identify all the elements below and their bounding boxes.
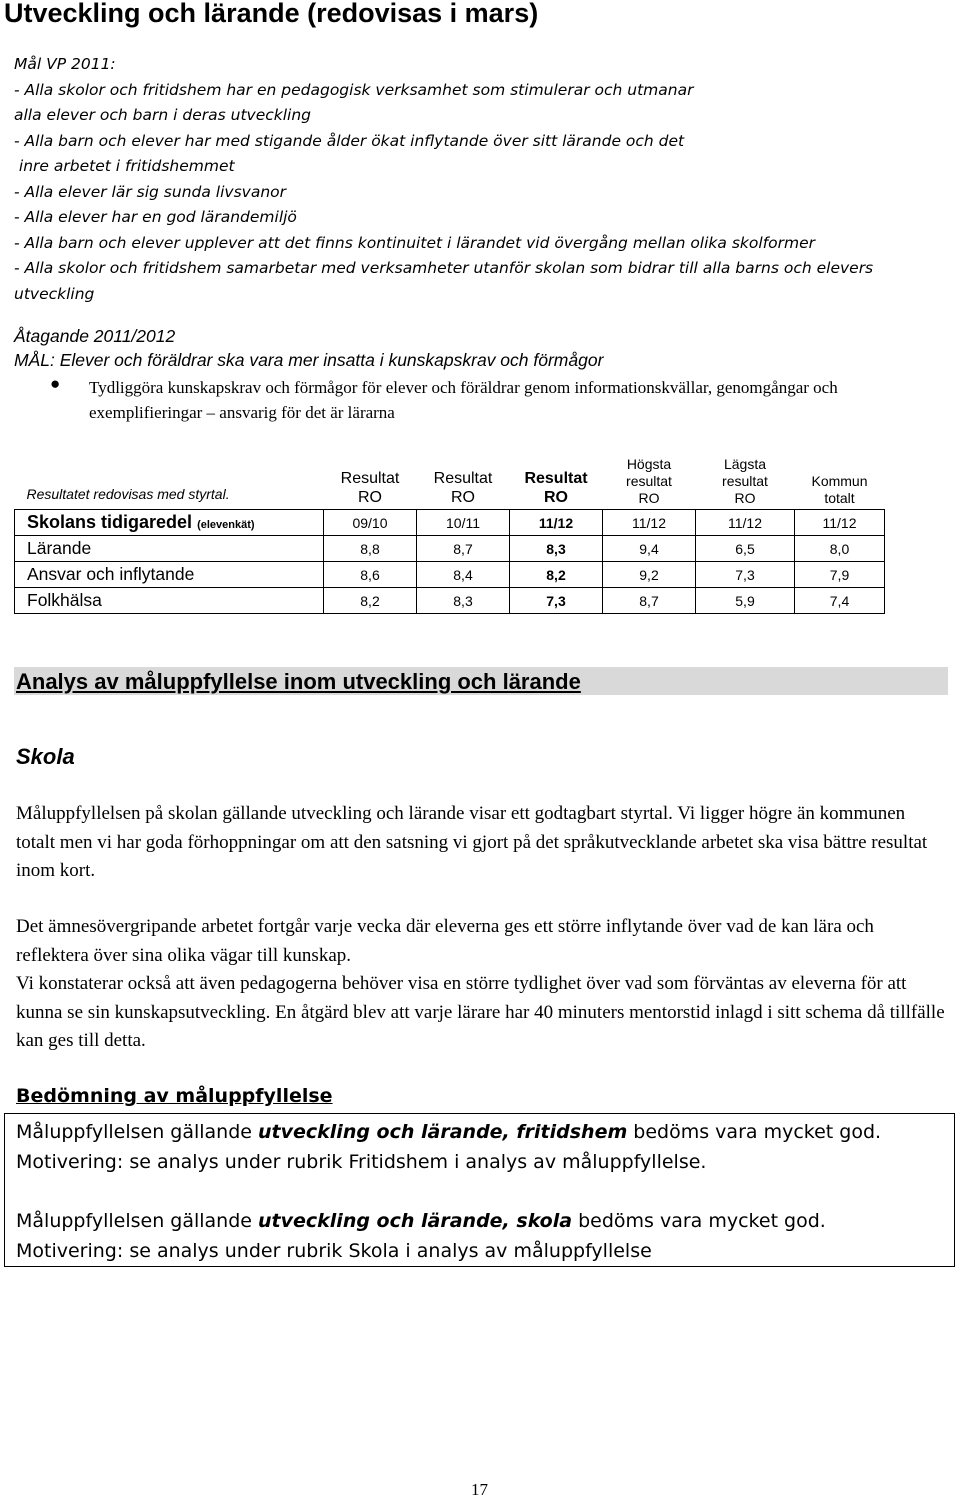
table-cell: 6,5	[696, 536, 795, 562]
assessment-title: Bedömning av måluppfyllelse	[16, 1085, 333, 1107]
table-cell: 8,2	[510, 562, 603, 588]
table-header-row	[15, 445, 885, 510]
goal-line: inre arbetet i fritidshemmet	[14, 157, 235, 175]
table-cell: 8,3	[510, 536, 603, 562]
table-cell: 7,3	[696, 562, 795, 588]
bullet-icon: ●	[50, 374, 61, 393]
analysis-paragraph: Måluppfyllelsen på skolan gällande utveckling och lärande visar ett godtagbart styrtal. Vi ligger högre än kommunen totalt men vi har goda förhoppningar om att den satsning vi gjort på det språkutvecklande arbetet ska visa bättre resultat inom kort.	[16, 803, 928, 881]
table-cell: 9,2	[603, 562, 696, 588]
page-number: 17	[471, 1480, 488, 1499]
goals-section	[14, 52, 949, 307]
goal-line: - Alla barn och elever upplever att det finns kontinuitet i lärandet vid övergång mellan olika skolformer	[14, 233, 815, 252]
table-row	[15, 536, 885, 562]
header-cell: Resultat RO	[510, 445, 603, 510]
header-cell: Resultat RO	[417, 445, 510, 510]
goal-line: utveckling	[14, 284, 95, 303]
results-note: Resultatet redovisas med styrtal.	[15, 445, 324, 510]
goal-line: - Alla barn och elever har med stigande ålder ökat inflytande över sitt lärande och det	[14, 131, 685, 150]
header-cell: Högsta resultat RO	[603, 445, 696, 510]
table-row	[15, 562, 885, 588]
table-cell: 7,4	[795, 588, 885, 614]
goal-line: - Alla elever lär sig sunda livsvanor	[14, 182, 286, 201]
table-row	[15, 588, 885, 614]
header-cell: Lägsta resultat RO	[696, 445, 795, 510]
table-cell: 8,7	[603, 588, 696, 614]
header-cell: Kommun totalt	[795, 445, 885, 510]
analysis-paragraph	[16, 913, 946, 1056]
goal-line: - Alla skolor och fritidshem samarbetar med verksamheter utanför skolan som bidrar till alla barns och elevers	[14, 259, 874, 277]
analysis-paragraph-part: Det ämnesövergripande arbetet fortgår varje vecka där eleverna ges ett större inflytande över vad de kan lära och reflektera över sina olika vägar till kunskap.	[16, 916, 874, 966]
row-label: Folkhälsa	[15, 588, 324, 614]
analysis-title: Analys av måluppfyllelse inom utveckling och lärande	[16, 669, 581, 694]
table-cell: 7,3	[510, 588, 603, 614]
table-cell: 7,9	[795, 562, 885, 588]
section-subtitle: Skola	[16, 744, 75, 769]
page-title: Utveckling och lärande (redovisas i mars)	[4, 0, 539, 28]
table-cell: 5,9	[696, 588, 795, 614]
table-cell: 8,4	[417, 562, 510, 588]
table-cell: 8,8	[324, 536, 417, 562]
table-cell: 8,7	[417, 536, 510, 562]
row-label: Lärande	[15, 536, 324, 562]
table-cell: 8,3	[417, 588, 510, 614]
table-cell: 11/12	[510, 510, 603, 536]
header-cell: Resultat RO	[324, 445, 417, 510]
goals-heading: Mål VP 2011:	[14, 55, 116, 73]
assessment-line: Måluppfyllelsen gällande utveckling och lärande, fritidshem bedöms vara mycket god.	[16, 1121, 882, 1143]
goal-line: - Alla skolor och fritidshem har en pedagogisk verksamhet som stimulerar och utmanar	[14, 80, 694, 99]
assessment-line: Motivering: se analys under rubrik Fritidshem i analys av måluppfyllelse.	[16, 1151, 707, 1173]
results-table	[14, 445, 885, 614]
table-cell: 8,6	[324, 562, 417, 588]
commitment-bullet-text: Tydliggöra kunskapskrav och förmågor för elever och föräldrar genom informationskvällar, genomgångar och exemplifieringar – ansvarig för det är lärarna	[89, 378, 838, 422]
table-cell: 11/12	[603, 510, 696, 536]
row-label: Ansvar och inflytande	[15, 562, 324, 588]
goal-line: alla elever och barn i deras utveckling	[14, 106, 312, 124]
commitment-goal: MÅL: Elever och föräldrar ska vara mer insatta i kunskapskrav och förmågor	[14, 350, 604, 370]
assessment-line: Motivering: se analys under rubrik Skola i analys av måluppfyllelse	[16, 1240, 652, 1262]
table-cell: 8,2	[324, 588, 417, 614]
row-label: Skolans tidigaredel (elevenkät)	[15, 510, 324, 536]
table-row	[15, 510, 885, 536]
assessment-line: Måluppfyllelsen gällande utveckling och lärande, skola bedöms vara mycket god.	[16, 1210, 826, 1232]
table-cell: 8,0	[795, 536, 885, 562]
commitment-title: Åtagande 2011/2012	[14, 326, 176, 346]
table-cell: 11/12	[696, 510, 795, 536]
table-cell: 10/11	[417, 510, 510, 536]
goal-line: - Alla elever har en god lärandemiljö	[14, 208, 297, 226]
table-cell: 9,4	[603, 536, 696, 562]
table-cell: 09/10	[324, 510, 417, 536]
table-cell: 11/12	[795, 510, 885, 536]
analysis-paragraph-part: Vi konstaterar också att även pedagogerna behöver visa en större tydlighet över vad som förväntas av eleverna för att kunna se sin kunskapsutveckling. En åtgärd blev att varje lärare har 40 minuters mentorstid inlagd i sitt schema då tillfälle kan ges till detta.	[16, 973, 945, 1051]
